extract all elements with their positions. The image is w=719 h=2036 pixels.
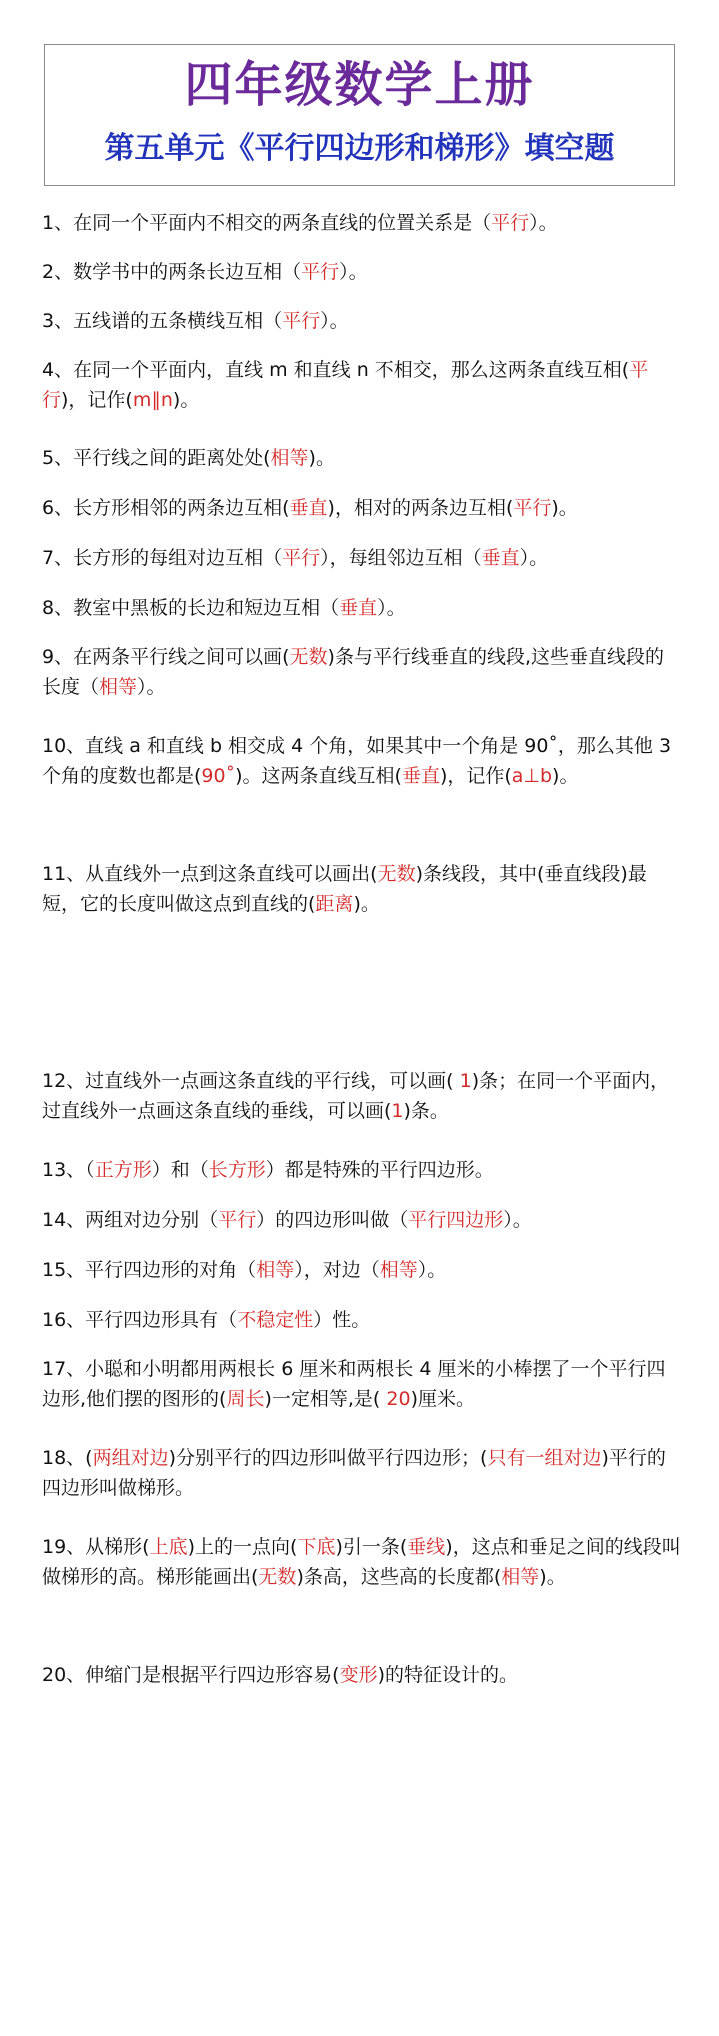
question-text: 18、(	[42, 1447, 93, 1469]
question-text: )。	[308, 447, 335, 469]
question-text: )条线段，其中(垂直线段)最短，它的长度叫做这点到直线的(	[42, 863, 647, 915]
answer-text: 相等	[270, 447, 309, 469]
question-text: )。这两条直线互相(	[235, 765, 402, 787]
question-10	[42, 731, 682, 791]
answer-text: 垂直	[339, 597, 378, 619]
question-text: )。	[353, 893, 380, 915]
question-text: ），每组邻边互相（	[320, 547, 482, 569]
question-text: 3、五线谱的五条横线互相（	[42, 310, 283, 332]
question-text: )。	[172, 389, 200, 411]
question-text: ）。	[529, 212, 558, 234]
question-text: )条。	[403, 1100, 449, 1122]
question-13	[42, 1155, 682, 1185]
answer-text: 垂直	[401, 765, 440, 787]
answer-text: 平行	[513, 497, 552, 519]
question-text: )，相对的两条边互相(	[327, 497, 514, 519]
answer-text: 20	[386, 1388, 411, 1410]
question-text: 4、在同一个平面内，直线 m 和直线 n 不相交，那么这两条直线互相(	[42, 359, 630, 381]
answer-text: 相等	[256, 1259, 295, 1281]
page-title: 四年级数学上册	[184, 57, 535, 113]
question-12	[42, 1066, 682, 1126]
question-text: 19、从梯形(	[42, 1536, 150, 1558]
question-14	[42, 1205, 682, 1235]
answer-text: 平行	[282, 310, 321, 332]
answer-text: 相等	[379, 1259, 418, 1281]
question-text: ）。	[503, 1209, 532, 1231]
question-text: )。	[551, 497, 578, 519]
question-text: ）和（	[151, 1159, 209, 1181]
question-text: ）都是特殊的平行四边形。	[265, 1159, 494, 1181]
question-text: ）。	[339, 261, 368, 283]
question-text: 17、小聪和小明都用两根长 6 厘米和两根长 4 厘米的小棒摆了一个平行四边形,他们摆的图形的(	[42, 1358, 666, 1410]
question-2	[42, 257, 682, 287]
question-7	[42, 543, 682, 573]
answer-text: 平行	[301, 261, 340, 283]
question-16	[42, 1305, 682, 1335]
answer-text: 垂直	[481, 547, 520, 569]
question-text: 5、平行线之间的距离处处(	[42, 447, 271, 469]
question-6	[42, 493, 682, 523]
question-text: )条高，这些高的长度都(	[296, 1566, 502, 1588]
question-11	[42, 859, 682, 919]
question-text: )条；在同一个平面内，过直线外一点画这条直线的垂线，可以画(	[42, 1070, 670, 1122]
answer-text: 垂线	[407, 1536, 446, 1558]
question-text: 1、在同一个平面内不相交的两条直线的位置关系是（	[42, 212, 492, 234]
question-19	[42, 1532, 682, 1592]
title-box	[44, 44, 675, 186]
question-20	[42, 1660, 682, 1690]
question-text: )厘米。	[410, 1388, 475, 1410]
answer-text: 距离	[315, 893, 354, 915]
question-text: 14、两组对边分别（	[42, 1209, 219, 1231]
question-text: )平行的四边形叫做梯形。	[42, 1447, 666, 1499]
answer-text: 下底	[297, 1536, 336, 1558]
question-text: ）。	[137, 676, 166, 698]
question-text: 12、过直线外一点画这条直线的平行线，可以画(	[42, 1070, 460, 1092]
question-15	[42, 1255, 682, 1285]
answer-text: 无数	[258, 1566, 297, 1588]
answer-text: 90˚	[201, 765, 236, 787]
answer-text: m∥n	[132, 389, 173, 411]
question-text: 8、教室中黑板的长边和短边互相（	[42, 597, 340, 619]
answer-text: 相等	[99, 676, 138, 698]
answer-text: 1	[391, 1100, 404, 1122]
question-text: 9、在两条平行线之间可以画(	[42, 646, 290, 668]
question-18	[42, 1443, 682, 1503]
answer-text: 长方形	[208, 1159, 266, 1181]
question-text: )引一条(	[335, 1536, 408, 1558]
question-text: 6、长方形相邻的两条边互相(	[42, 497, 290, 519]
question-text: 16、平行四边形具有（	[42, 1309, 238, 1331]
answer-text: 只有一组对边	[487, 1447, 602, 1469]
question-text: )分别平行的四边形叫做平行四边形；(	[168, 1447, 488, 1469]
answer-text: 不稳定性	[237, 1309, 314, 1331]
question-text: ）的四边形叫做（	[256, 1209, 409, 1231]
question-9	[42, 642, 682, 702]
answer-text: 正方形	[94, 1159, 152, 1181]
question-text: )，这点和垂足之间的线段叫做梯形的高。梯形能画出(	[42, 1536, 681, 1588]
answer-text: 平行	[42, 359, 649, 411]
question-text: )上的一点向(	[187, 1536, 298, 1558]
question-text: )一定相等,是(	[264, 1388, 387, 1410]
question-text: )，记作(	[439, 765, 512, 787]
question-3	[42, 306, 682, 336]
question-1	[42, 208, 682, 238]
question-text: ）。	[417, 1259, 447, 1281]
question-4	[42, 355, 682, 415]
question-text: ）。	[320, 310, 349, 332]
answer-text: 无数	[289, 646, 328, 668]
answer-text: 相等	[501, 1566, 540, 1588]
question-text: 7、长方形的每组对边互相（	[42, 547, 283, 569]
question-text: )的特征设计的。	[377, 1664, 519, 1686]
question-5	[42, 443, 682, 473]
question-text: 2、数学书中的两条长边互相（	[42, 261, 302, 283]
question-text: ），对边（	[294, 1259, 380, 1281]
answer-text: a⊥b	[511, 765, 553, 787]
answer-text: 上底	[149, 1536, 188, 1558]
answer-text: 平行	[282, 547, 321, 569]
question-text: )。	[552, 765, 579, 787]
question-text: ）性。	[313, 1309, 371, 1331]
answer-text: 平行四边形	[408, 1209, 504, 1231]
question-text: 11、从直线外一点到这条直线可以画出(	[42, 863, 378, 885]
question-text: 20、伸缩门是根据平行四边形容易(	[42, 1664, 340, 1686]
question-text: )，记作(	[61, 389, 133, 411]
answer-text: 平行	[218, 1209, 257, 1231]
answer-text: 变形	[339, 1664, 378, 1686]
question-text: )条与平行线垂直的线段,这些垂直线段的长度（	[42, 646, 664, 698]
answer-text: 无数	[377, 863, 416, 885]
question-text: ）。	[377, 597, 406, 619]
answer-text: 平行	[491, 212, 530, 234]
question-text: )。	[539, 1566, 566, 1588]
question-text: ）。	[519, 547, 549, 569]
answer-text: 周长	[226, 1388, 265, 1410]
page-subtitle: 第五单元《平行四边形和梯形》填空题	[104, 131, 615, 166]
question-text: 13、（	[42, 1159, 95, 1181]
answer-text: 两组对边	[92, 1447, 169, 1469]
question-17	[42, 1354, 682, 1414]
question-8	[42, 593, 682, 623]
answer-text: 垂直	[289, 497, 328, 519]
answer-text: 1	[459, 1070, 472, 1092]
question-text: 10、直线 a 和直线 b 相交成 4 个角，如果其中一个角是 90˚，那么其他 3 个角的度数也都是(	[42, 735, 672, 787]
question-text: 15、平行四边形的对角（	[42, 1259, 257, 1281]
